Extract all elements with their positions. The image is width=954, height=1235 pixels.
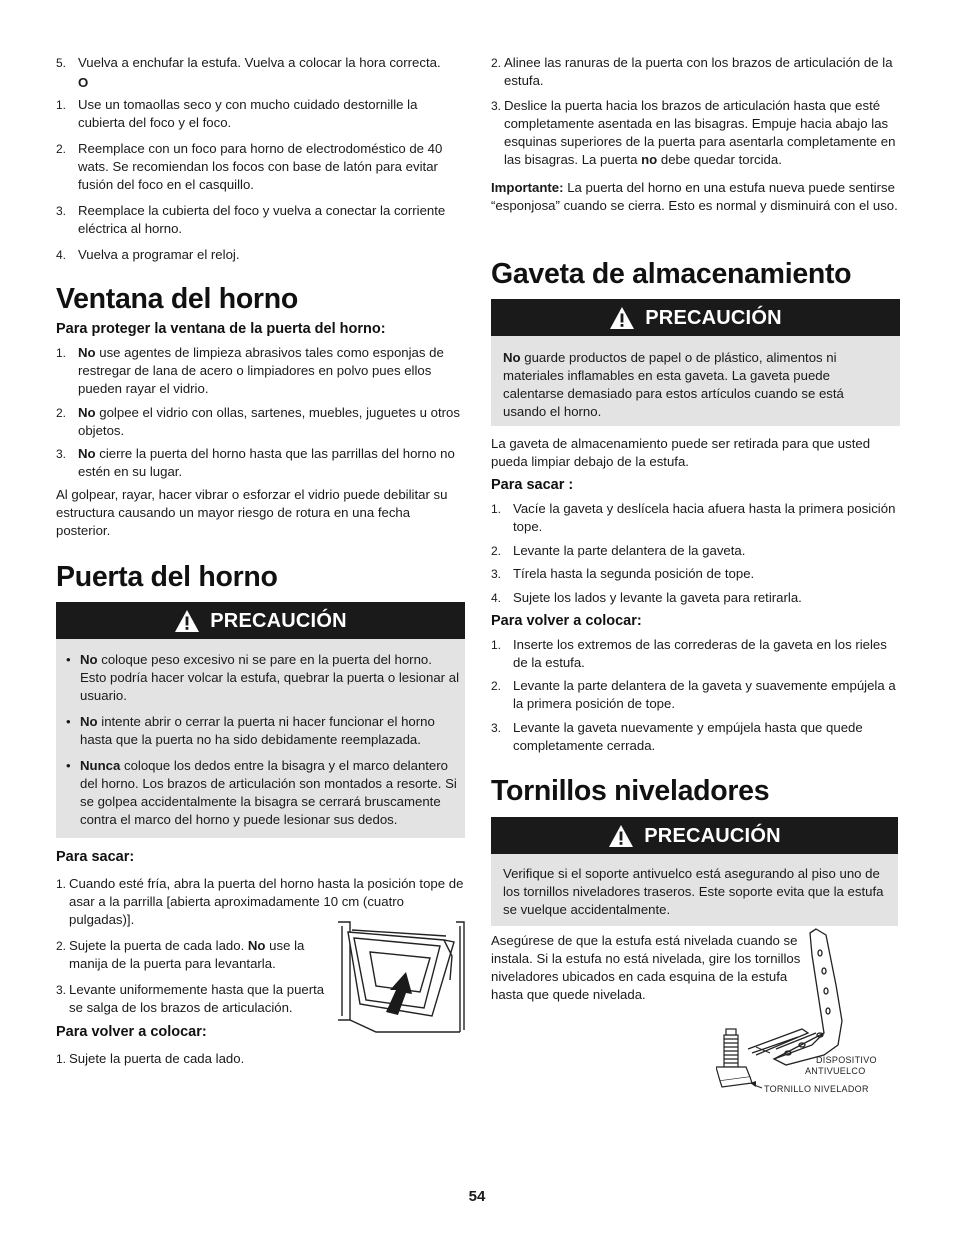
list-item: 2. Levante la parte delantera de la gaveta y suavemente empújela a la primera posición de tope. xyxy=(491,678,896,711)
caution-header xyxy=(491,817,898,854)
list-item: 1. Use un tomaollas seco y con mucho cuidado destornille la cubierta del foco y el foco. xyxy=(56,97,418,130)
important-note: Importante: La puerta del horno en una estufa nueva puede sentirse “esponjosa” cuando se cierra. Esto es normal y disminuirá con el uso. xyxy=(491,180,898,213)
list-item: 1. Inserte los extremos de las correderas de la gaveta en los rieles de la estufa. xyxy=(491,637,887,670)
section-title-tornillos: Tornillos niveladores xyxy=(491,775,770,807)
warning-icon xyxy=(174,609,200,633)
subtitle-sacar: Para sacar : xyxy=(491,477,574,493)
caution-box xyxy=(56,639,465,838)
list-item: 2. Levante la parte delantera de la gaveta. xyxy=(491,543,746,558)
list-item: 4. Sujete los lados y levante la gaveta para retirarla. xyxy=(491,590,802,605)
fig-label-device: ANTIVUELCO xyxy=(805,1066,866,1076)
section-title-puerta: Puerta del horno xyxy=(56,561,278,593)
list-item: 3. No cierre la puerta del horno hasta que las parrillas del horno no estén en su lugar. xyxy=(56,446,455,479)
subtitle-ventana: Para proteger la ventana de la puerta del horno: xyxy=(56,321,386,337)
list-item: 1. Sujete la puerta de cada lado. xyxy=(56,1051,245,1066)
list-item: 3. Tírela hasta la segunda posición de tope. xyxy=(491,566,755,581)
list-item: 2. Alinee las ranuras de la puerta con los brazos de articulación de la estufa. xyxy=(491,55,893,88)
caution-label: PRECAUCIÓN xyxy=(645,306,782,329)
page-number: 54 xyxy=(468,1188,486,1205)
oven-door-illustration xyxy=(336,920,468,1038)
list-item: 1. Cuando esté fría, abra la puerta del horno hasta la posición tope de asar a la parrilla [abierta aproximadamente 10 cm (cuatro pulgadas)]. xyxy=(56,876,464,927)
caution-label: PRECAUCIÓN xyxy=(644,824,781,847)
section-title-gaveta: Gaveta de almacenamiento xyxy=(491,258,852,290)
tornillos-body: Asegúrese de que la estufa está nivelada cuando se instala. Si la estufa no está nivelada, gire los tornillos niveladores ubicados en cada esquina de la estufa hasta que quede nivelada. xyxy=(491,933,801,1002)
caution-header xyxy=(56,602,465,639)
caution-box: Verifique si el soporte antivuelco está asegurando al piso uno de los tornillos niveladores traseros. Este soporte evita que la estufa se vuelque accidentalmente. xyxy=(491,854,898,926)
list-item: 3. Levante la gaveta nuevamente y empújela hasta que quede completamente cerrada. xyxy=(491,720,863,753)
list-item: 2. Reemplace con un foco para horno de electrodoméstico de 40 wats. Se recomiendan los focos con base de latón para evitar fusión del foco en el casquillo. xyxy=(56,141,443,192)
list-item: 3. Levante uniformemente hasta que la puerta se salga de los brazos de articulación. xyxy=(56,982,325,1015)
caution-box: No guarde productos de papel o de plástico, alimentos ni materiales inflamables en esta gaveta. La gaveta puede calentarse demasiado para estos artículos cuando se está usando el horno. xyxy=(491,336,900,426)
list-item: 3. Deslice la puerta hacia los brazos de articulación hasta que esté completamente asentada en las bisagras. Empuje hacia abajo las esquinas superiores de la puerta para asentarla completamente en las bisagras. La puerta no debe quedar torcida. xyxy=(491,98,896,167)
fig-label-device: DISPOSITIVO xyxy=(816,1055,877,1065)
list-item: 5. Vuelva a enchufar la estufa. Vuelva a colocar la hora correcta. xyxy=(56,55,441,70)
list-item: 4. Vuelva a programar el reloj. xyxy=(56,247,240,262)
caution-label: PRECAUCIÓN xyxy=(210,609,347,632)
fig-label-screw: TORNILLO NIVELADOR xyxy=(764,1084,869,1094)
caution-bullet: • No intente abrir o cerrar la puerta ni hacer funcionar el horno hasta que la puerta no ha sido debidamente reemplazada. xyxy=(66,714,435,747)
ventana-note: Al golpear, rayar, hacer vibrar o esforzar el vidrio puede debilitar su estructura causando un mayor riesgo de rotura en una fecha posterior. xyxy=(56,487,448,538)
list-item: 1. Vacíe la gaveta y deslícela hacia afuera hasta la primera posición tope. xyxy=(491,501,896,534)
caution-bullet: • Nunca coloque los dedos entre la bisagra y el marco delantero del horno. Los brazos de articulación son montados a resorte. Si se golpea accidentalmente la bisagra se cerrará bruscamente contra el marco del horno y puede lesionar sus dedos. xyxy=(66,758,457,827)
caution-bullet: • No coloque peso excesivo ni se pare en la puerta del horno. Esto podría hacer volcar la estufa, quebrar la puerta o lesionar al usuario. xyxy=(66,652,459,703)
warning-icon xyxy=(608,824,634,848)
subtitle-sacar: Para sacar: xyxy=(56,849,135,865)
section-title-ventana: Ventana del horno xyxy=(56,283,298,315)
list-item: 1. No use agentes de limpieza abrasivos tales como esponjas de restregar de lana de acero o limpiadores en polvo pues ellos pueden rayar el vidrio. xyxy=(56,345,444,396)
warning-icon xyxy=(609,306,635,330)
gaveta-intro: La gaveta de almacenamiento puede ser retirada para que usted pueda limpiar debajo de la estufa. xyxy=(491,436,871,469)
subtitle-colocar: Para volver a colocar: xyxy=(491,613,642,629)
list-item: 3. Reemplace la cubierta del foco y vuelva a conectar la corriente eléctrica al horno. xyxy=(56,203,446,236)
subtitle-colocar: Para volver a colocar: xyxy=(56,1024,207,1040)
list-item: 2. Sujete la puerta de cada lado. No use la manija de la puerta para levantarla. xyxy=(56,938,305,971)
or-label: O xyxy=(78,75,89,90)
list-item: 2. No golpee el vidrio con ollas, sartenes, muebles, juguetes u otros objetos. xyxy=(56,405,460,438)
caution-header xyxy=(491,299,900,336)
